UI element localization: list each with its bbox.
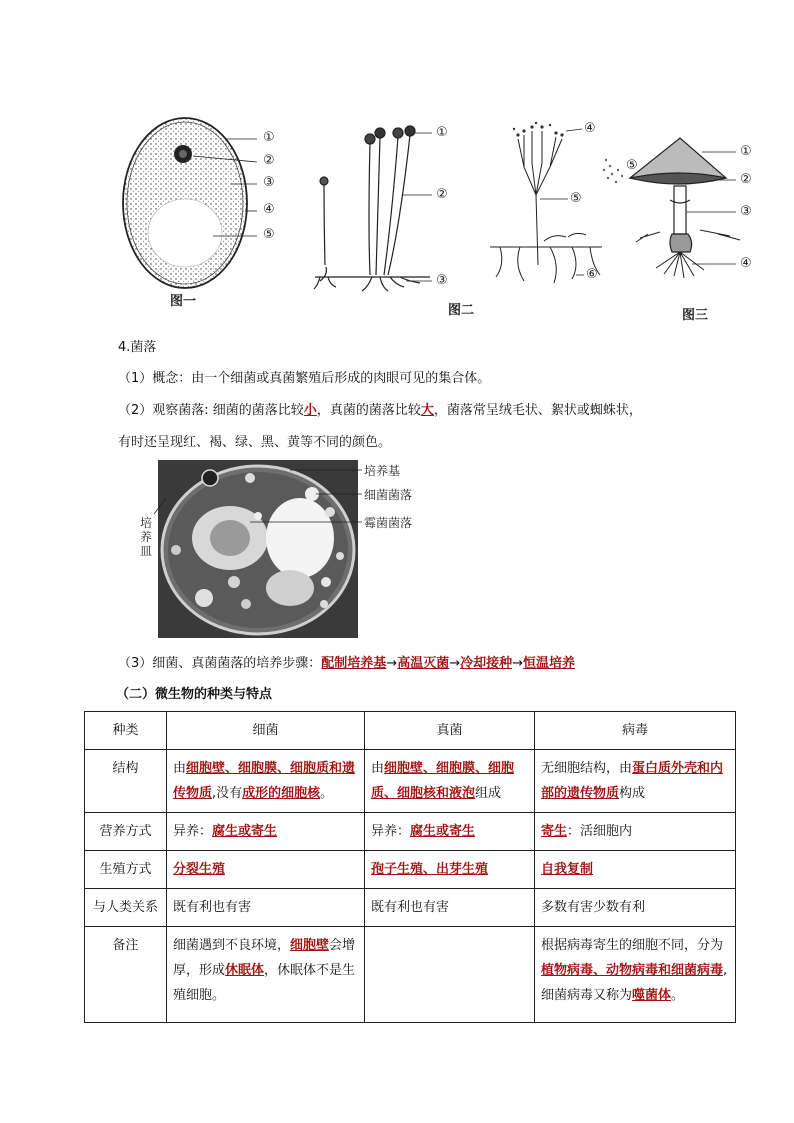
answer: 寄生 — [541, 824, 568, 839]
step-inoculate: 冷却接种 — [460, 656, 513, 671]
fig2-marker-6: ⑥ — [586, 267, 598, 282]
header-bacteria: 细菌 — [167, 712, 365, 750]
answer: 休眠体 — [225, 963, 265, 978]
text: 组成 — [475, 786, 502, 801]
header-type: 种类 — [85, 712, 167, 750]
fig1-marker-4: ④ — [263, 202, 275, 217]
microbe-comparison-table — [84, 711, 736, 1023]
text: 异养： — [173, 824, 213, 839]
arrow-3: → — [512, 656, 524, 671]
fig1-marker-2: ② — [263, 153, 275, 168]
label-bacteria-colony: 细菌菌落 — [364, 488, 413, 502]
cell-bacteria-relation: 既有利也有害 — [167, 889, 365, 927]
cell-bacteria-notes — [167, 927, 365, 1023]
table-header-row — [85, 712, 736, 750]
fig2-marker-5: ⑤ — [570, 191, 582, 206]
mold-illustration — [310, 115, 610, 295]
figure-3-mushroom — [600, 130, 760, 325]
cell-bacteria-nutrition — [167, 813, 365, 851]
row-label-reproduction: 生殖方式 — [85, 851, 167, 889]
text: 。 — [671, 988, 685, 1003]
row-label-notes: 备注 — [85, 927, 167, 1023]
fig2-marker-1: ① — [436, 125, 448, 140]
row-label-structure: 结构 — [85, 750, 167, 813]
cell-virus-structure — [535, 750, 736, 813]
row-label-relation: 与人类关系 — [85, 889, 167, 927]
fig3-caption: 图三 — [682, 308, 709, 323]
text: 构成 — [619, 786, 646, 801]
figure-2-molds — [310, 115, 610, 320]
answer: 自我复制 — [541, 862, 594, 877]
figure-1-yeast — [115, 108, 295, 308]
cell-bacteria-structure — [167, 750, 365, 813]
answer: 腐生或寄生 — [410, 824, 476, 839]
cell-virus-notes — [535, 927, 736, 1023]
step-sterilize: 高温灭菌 — [397, 656, 450, 671]
text: 细菌遇到不良环境， — [173, 938, 291, 953]
text: 无细胞结构，由 — [541, 761, 633, 776]
label-medium: 培养基 — [364, 464, 401, 478]
colony-observe — [118, 402, 642, 420]
text: ,细菌病毒又称为 — [541, 963, 728, 1003]
arrow-1: → — [386, 656, 398, 671]
fig1-marker-3: ③ — [263, 175, 275, 190]
text: ,没有 — [212, 786, 243, 801]
text: 根据病毒寄生的细胞不同，分为 — [541, 938, 724, 953]
text: 会增厚，形成 — [173, 938, 356, 978]
text: 由 — [173, 761, 187, 776]
text: 异养： — [371, 824, 411, 839]
fig1-marker-1: ① — [263, 130, 275, 145]
text: 。 — [320, 786, 334, 801]
text: 由 — [371, 761, 385, 776]
answer: 腐生或寄生 — [212, 824, 278, 839]
steps-intro: （3）细菌、真菌菌落的培养步骤： — [118, 656, 322, 671]
fig2-marker-2: ② — [436, 187, 448, 202]
answer: 细胞壁、细胞膜、细胞质和遗传物质 — [173, 761, 356, 801]
fig3-marker-5: ⑤ — [626, 158, 638, 173]
label-mold-colony: 霉菌菌落 — [364, 516, 413, 530]
step-prepare-medium: 配制培养基 — [321, 656, 387, 671]
mushroom-illustration — [600, 130, 760, 290]
colony-colors: 有时还呈现红、褐、绿、黑、黄等不同的颜色。 — [118, 435, 392, 450]
cell-virus-reproduction — [535, 851, 736, 889]
step-incubate: 恒温培养 — [523, 656, 576, 671]
table-row-structure — [85, 750, 736, 813]
row-label-nutrition: 营养方式 — [85, 813, 167, 851]
header-fungi: 真菌 — [365, 712, 535, 750]
cell-fungi-reproduction — [365, 851, 535, 889]
observe-answer-small: 小 — [303, 403, 317, 418]
fig2-caption: 图二 — [448, 303, 475, 318]
answer: 噬菌体 — [632, 988, 672, 1003]
cell-fungi-nutrition — [365, 813, 535, 851]
answer: 蛋白质外壳和内部的遗传物质 — [541, 761, 724, 801]
cell-virus-relation: 多数有害少数有利 — [535, 889, 736, 927]
table-row-reproduction — [85, 851, 736, 889]
fig2-marker-4: ④ — [584, 121, 596, 136]
text: ，休眠体不是生殖细胞。 — [173, 963, 356, 1003]
fig1-marker-5: ⑤ — [263, 227, 275, 242]
observe-text-2: ，真菌的菌落比较 — [316, 403, 421, 418]
table-row-relation — [85, 889, 736, 927]
fig3-marker-2: ② — [740, 172, 752, 187]
observe-text-1: （2）观察菌落: 细菌的菌落比较 — [118, 403, 304, 418]
answer: 分裂生殖 — [173, 862, 226, 877]
petri-dish-figure — [140, 458, 440, 640]
answer: 细胞壁 — [290, 938, 330, 953]
table-row-nutrition — [85, 813, 736, 851]
cell-virus-nutrition — [535, 813, 736, 851]
text: ：活细胞内 — [567, 824, 633, 839]
culture-steps — [118, 655, 575, 673]
fig2-marker-3: ③ — [436, 273, 448, 288]
fig3-marker-4: ④ — [740, 256, 752, 271]
answer: 植物病毒、动物病毒和细菌病毒 — [541, 963, 724, 978]
label-petri-dish: 培养皿 — [140, 516, 153, 558]
observe-text-3: ，菌落常呈绒毛状、絮状或蜘蛛状， — [433, 403, 642, 418]
fig3-marker-1: ① — [740, 144, 752, 159]
table-row-notes — [85, 927, 736, 1023]
cell-fungi-structure — [365, 750, 535, 813]
fig3-marker-3: ③ — [740, 204, 752, 219]
cell-fungi-notes — [365, 927, 535, 1023]
arrow-2: → — [449, 656, 461, 671]
header-virus: 病毒 — [535, 712, 736, 750]
section-2-title: （二）微生物的种类与特点 — [116, 687, 273, 702]
cell-bacteria-reproduction — [167, 851, 365, 889]
fig1-caption: 图一 — [170, 294, 197, 309]
answer: 孢子生殖、出芽生殖 — [371, 862, 489, 877]
colony-heading: 4.菌落 — [118, 340, 157, 355]
answer: 成形的细胞核 — [242, 786, 321, 801]
colony-concept: （1）概念：由一个细菌或真菌繁殖后形成的肉眼可见的集合体。 — [118, 371, 491, 386]
answer: 细胞壁、细胞膜、细胞质、细胞核和液泡 — [371, 761, 515, 801]
cell-fungi-relation: 既有利也有害 — [365, 889, 535, 927]
observe-answer-large: 大 — [420, 403, 434, 418]
